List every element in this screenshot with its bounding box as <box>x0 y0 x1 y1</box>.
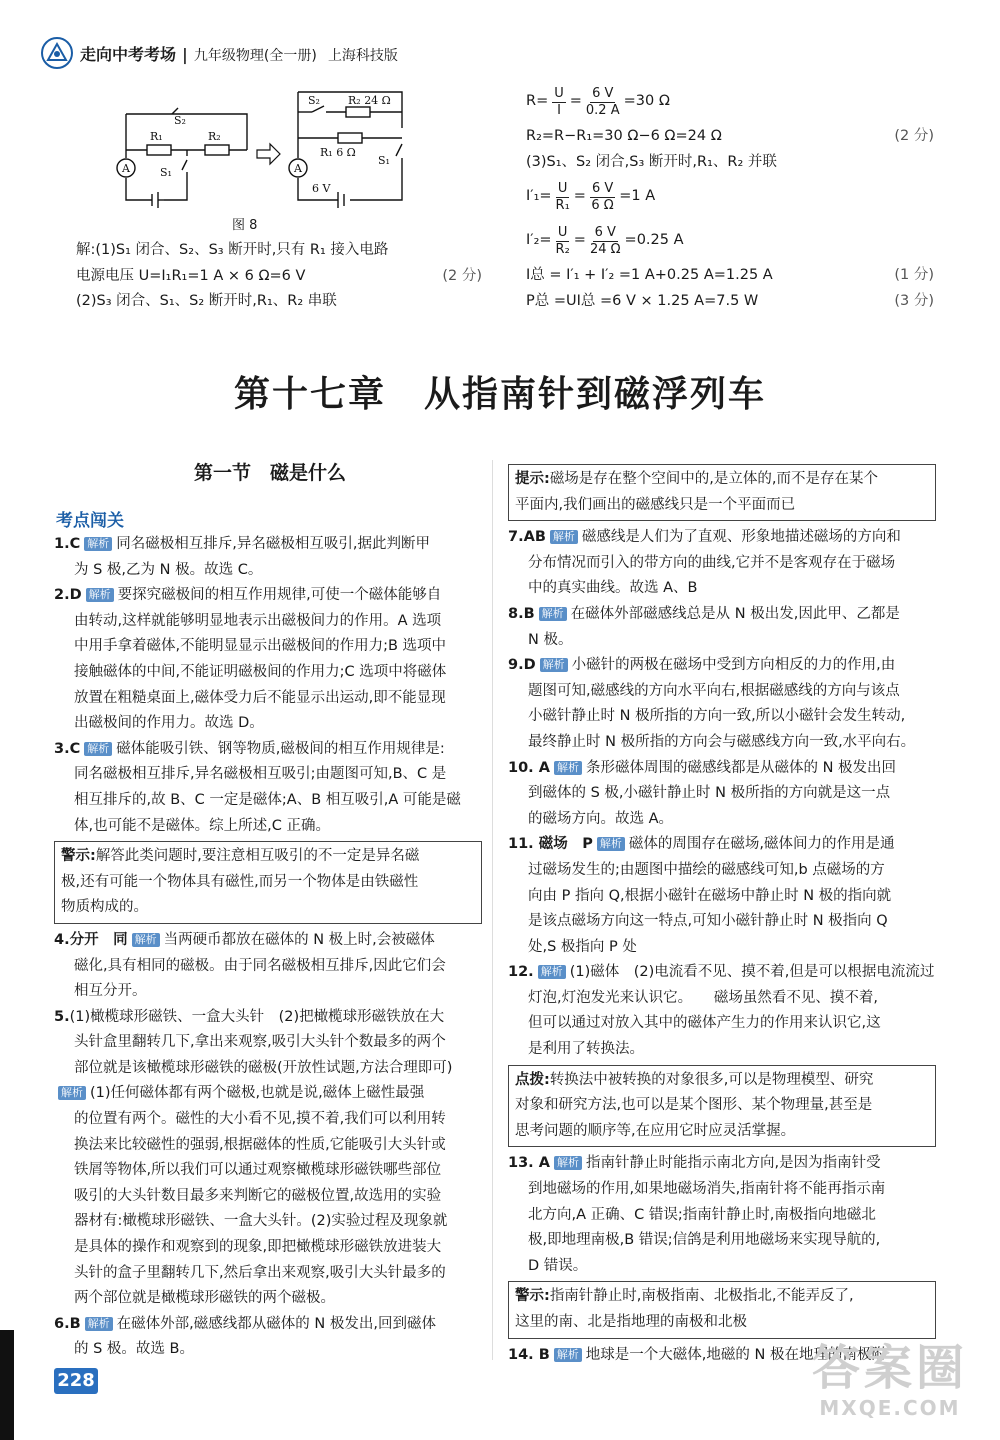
question-item <box>54 737 482 839</box>
question-text: 相互排斥的,故 B、C 一定是磁体;A、B 相互吸引,A 可能是磁 <box>74 791 461 808</box>
warning-text: 解答此类问题时,要注意相互吸引的不一定是异名磁 <box>95 848 420 865</box>
warning-box-1 <box>54 841 482 924</box>
tip-line <box>515 493 929 519</box>
question-number: 2.D <box>54 587 82 604</box>
top-right-solution <box>526 80 934 314</box>
analysis-text: 换法来比较磁性的强弱,根据磁体的性质,它能吸引大头针或 <box>74 1136 446 1153</box>
question-text: 中的真实曲线。故选 A、B <box>528 580 698 597</box>
question-line <box>54 609 482 635</box>
question-line <box>54 954 482 980</box>
header-publisher: 上海科技版 <box>327 48 398 64</box>
question-line <box>508 1177 936 1203</box>
analysis-line <box>54 1184 482 1210</box>
question-line <box>54 928 482 954</box>
analysis-text: 吸引的大头针数目最多来判断它的磁极位置,故选用的实验 <box>74 1187 442 1204</box>
warning-text: 这里的南、北是指地理的南极和北极 <box>515 1314 747 1330</box>
question-line <box>54 1312 482 1338</box>
analysis-tag: 解析 <box>58 1086 86 1100</box>
question-text: 到地磁场的作用,如果地磁场消失,指南针将不能再指示南 <box>528 1181 886 1198</box>
analysis-tag: 解析 <box>84 537 112 551</box>
hint-line <box>515 1119 929 1145</box>
question-line <box>54 762 482 788</box>
circuit-diagram <box>112 82 412 212</box>
eq-i2-den1: R₂ <box>555 241 570 257</box>
label-s2-left: S₂ <box>174 114 186 127</box>
tip-text: 平面内,我们画出的磁感线只是一个平面而已 <box>515 496 796 513</box>
question-number: 5. <box>54 1008 70 1025</box>
question-line <box>54 660 482 686</box>
right-column <box>508 462 936 1368</box>
question-line <box>54 634 482 660</box>
solution-line-3 <box>76 289 482 315</box>
question-line <box>508 1203 936 1229</box>
question-item <box>54 1005 482 1082</box>
header-title: 走向中考考场 | 九年级物理(全一册) 上海科技版 <box>80 45 398 64</box>
label-r2-left: R₂ <box>208 130 221 143</box>
question-item <box>508 1151 936 1279</box>
analysis-text: 铁屑等物体,所以我们可以通过观察橄榄球形磁铁哪些部位 <box>74 1162 442 1179</box>
label-s1-left: S₁ <box>160 166 172 179</box>
question-item <box>508 602 936 653</box>
header-brand: 走向中考考场 <box>80 45 177 64</box>
equation-r: R= $\frac{U}{I}$ = $\frac{6 V}{0.2 A}$ =30 Ω <box>526 85 670 118</box>
section-title: 第一节 磁是什么 <box>193 462 346 484</box>
question-text: 向由 P 指向 Q,根据小磁针在磁场中静止时 N 极的指向就 <box>528 887 892 904</box>
question-text: 磁体能吸引铁、钢等物质,磁极间的相互作用规律是: <box>116 740 445 757</box>
question-text: 是利用了转换法。 <box>528 1041 644 1058</box>
eq-r-lhs: R= <box>526 93 549 110</box>
question-line <box>508 1254 936 1280</box>
eq-i2-num2: 6 V <box>594 224 616 240</box>
question-line <box>54 686 482 712</box>
hint-box <box>508 1065 936 1148</box>
tip-text: 磁场是存在整个空间中的,是立体的,而不是存在某个 <box>549 471 879 487</box>
page-edge-bar <box>0 1330 14 1440</box>
question-line <box>508 986 936 1012</box>
hint-text: 转换法中被转换的对象很多,可以是物理模型、研究 <box>549 1071 874 1088</box>
question-text: 为 S 极,乙为 N 极。故选 C。 <box>74 561 263 578</box>
question-number: 8.B <box>508 605 535 622</box>
analysis-tag: 解析 <box>597 837 625 851</box>
solution-line-2-text: 电源电压 U=I₁R₁=1 A × 6 Ω=6 V <box>76 267 306 284</box>
question-line <box>508 628 936 654</box>
question-item <box>54 1312 482 1363</box>
tip-label: 提示: <box>515 471 550 487</box>
analysis-tag: 解析 <box>540 658 568 672</box>
question-line <box>54 737 482 763</box>
question-text: 到磁体的 S 极,小磁针静止时 N 极所指的方向就是这一点 <box>528 785 891 802</box>
analysis-tag: 解析 <box>539 607 567 621</box>
question-line <box>54 1056 482 1082</box>
chapter-title: 第十七章 从指南针到磁浮列车 <box>233 374 766 415</box>
warning-line <box>61 844 475 870</box>
question-text: 当两硬币都放在磁体的 N 极上时,会被磁体 <box>163 931 435 948</box>
question-line <box>508 551 936 577</box>
label-r2-right: R₂ 24 Ω <box>348 94 391 107</box>
analysis-line <box>54 1158 482 1184</box>
question-line <box>508 1151 936 1177</box>
analysis-text: 器材有:橄榄球形磁铁、一盒大头针。(2)实验过程及现象就 <box>74 1213 448 1230</box>
question-line <box>508 679 936 705</box>
analysis-tag: 解析 <box>86 588 114 602</box>
question-line <box>508 704 936 730</box>
left-circuit <box>126 108 247 208</box>
figure-caption: 图 8 <box>232 218 258 233</box>
question-number: 7.AB <box>508 529 546 546</box>
analysis-line <box>54 1081 482 1107</box>
eq-i2-num1: U <box>557 224 568 240</box>
solution-line-2 <box>76 264 482 290</box>
analysis-tag: 解析 <box>538 965 566 979</box>
question-text: 要探究磁极间的相互作用规律,可使一个磁体能够自 <box>117 587 442 604</box>
question-text: 同名磁极相互排斥,异名磁极相互吸引,据此判断甲 <box>116 536 430 552</box>
eq-r-den1: I <box>557 102 561 118</box>
eq-itotal-text: I总 = I′₁ + I′₂ =1 A+0.25 A=1.25 A <box>526 267 773 284</box>
kaodian-heading: 考点闯关 <box>56 511 124 531</box>
analysis-tag: 解析 <box>132 933 160 947</box>
label-v-right: 6 V <box>312 182 331 195</box>
page-number: 228 <box>54 1368 98 1394</box>
eq-i1-den2: 6 Ω <box>591 197 614 213</box>
question-text: 灯泡,灯泡发光来认识它。 磁场虽然看不见、摸不着, <box>528 989 878 1006</box>
question-line <box>508 935 936 961</box>
eq-i2-den2: 24 Ω <box>589 241 621 257</box>
question-number: 1.C <box>54 536 81 552</box>
analysis-line <box>54 1107 482 1133</box>
question-text: 磁感线是人们为了直观、形象地描述磁场的方向和 <box>581 529 901 546</box>
question-text: D 错误。 <box>528 1257 588 1274</box>
eq-r-den2: 0.2 A <box>585 102 620 118</box>
header-subtitle: 九年级物理(全一册) <box>193 48 317 64</box>
question-line <box>54 1337 482 1363</box>
question-line <box>508 576 936 602</box>
question-number: 3.C <box>54 740 81 757</box>
question-line <box>508 1011 936 1037</box>
hint-label: 点拨: <box>515 1071 550 1088</box>
question-text: N 极。 <box>528 631 573 648</box>
question-line <box>54 583 482 609</box>
question-text: 地球是一个大磁体,地磁的 N 极在地理的南极附 <box>585 1346 886 1363</box>
hint-line <box>515 1068 929 1094</box>
eq-ptotal-text: P总 =UI总 =6 V × 1.25 A=7.5 W <box>526 292 759 309</box>
label-a-right: A <box>294 162 302 175</box>
question-number: 9.D <box>508 657 536 674</box>
analysis-tag: 解析 <box>84 742 112 756</box>
watermark-url: MXQE.COM <box>819 1396 961 1420</box>
analysis-text: 两个部位就是橄榄球形磁铁的两个磁极。 <box>74 1290 335 1307</box>
question-line <box>54 979 482 1005</box>
equation-r2 <box>526 124 934 150</box>
analysis-line <box>54 1261 482 1287</box>
question-text: 的 S 极。故选 B。 <box>74 1341 194 1358</box>
question-line <box>508 756 936 782</box>
question-text: (1)橄榄球形磁铁、一盒大头针 (2)把橄榄球形磁铁放在大 <box>69 1008 445 1025</box>
score-2pt: (2 分) <box>442 267 482 284</box>
question-text: 过磁场发生的;由题图中描绘的磁感线可知,b 点磁场的方 <box>528 861 885 878</box>
question-text: 指南针静止时能指示南北方向,是因为指南针受 <box>585 1155 881 1172</box>
label-r1-left: R₁ <box>150 130 163 143</box>
part3-line: (3)S₁、S₂ 闭合,S₃ 断开时,R₁、R₂ 并联 <box>526 153 777 170</box>
equation-itotal <box>526 263 934 289</box>
label-s1-right: S₁ <box>378 154 390 167</box>
question-number: 14. B <box>508 1346 550 1363</box>
hint-line <box>515 1093 929 1119</box>
warning-text: 物质构成的。 <box>61 899 148 916</box>
analysis-text: (1)任何磁体都有两个磁极,也就是说,磁体上磁性最强 <box>90 1085 425 1102</box>
question-text: 同名磁极相互排斥,异名磁极相互吸引;由题图可知,B、C 是 <box>74 766 447 783</box>
question-line <box>508 960 936 986</box>
column-divider <box>492 460 493 1360</box>
warning-box-2 <box>508 1281 936 1338</box>
analysis-tag: 解析 <box>550 530 578 544</box>
warning-text: 指南针静止时,南极指南、北极指北,不能弄反了, <box>549 1288 854 1305</box>
question-line <box>54 558 482 584</box>
question-text: 在磁体外部,磁感线都从磁体的 N 极发出,回到磁体 <box>116 1315 436 1332</box>
question-number: 11. 磁场 P <box>508 836 593 853</box>
question-text: 北方向,A 正确、C 错误;指南针静止时,南极指向地磁北 <box>528 1206 876 1223</box>
question-line <box>508 525 936 551</box>
question-text: 头针盒里翻转几下,拿出来观察,吸引大头针个数最多的两个 <box>74 1034 446 1051</box>
question-line <box>508 909 936 935</box>
hint-text: 对象和研究方法,也可以是某个图形、某个物理量,甚至是 <box>515 1097 873 1114</box>
warning-line <box>515 1284 929 1310</box>
question-text: 的磁场方向。故选 A。 <box>528 810 674 827</box>
page-header <box>40 36 460 70</box>
question-line <box>54 788 482 814</box>
eq-r-num2: 6 V <box>592 85 614 101</box>
eq-i2-lhs: I′₂= <box>526 232 552 249</box>
question-line <box>508 602 936 628</box>
equation-i2: I′₂= $\frac{U}{\text{R₂}}$ = $\frac{6 V}{24 \Omega}$ =0.25 A <box>526 224 684 257</box>
question-number: 4.分开 同 <box>54 931 128 948</box>
watermark-logo-text: 答案圈 <box>811 1340 968 1396</box>
circuit-figure <box>112 82 412 232</box>
question-line <box>508 832 936 858</box>
eq-r2-text: R₂=R−R₁=30 Ω−6 Ω=24 Ω <box>526 128 722 144</box>
arrow-right-icon <box>257 144 280 164</box>
question-text: 由转动,这样就能够明显地表示出磁极间力的作用。A 选项 <box>74 612 442 629</box>
eq-i1-den1: R₁ <box>555 197 570 213</box>
question-text: 但可以通过对放入其中的磁体产生力的作用来认识它,这 <box>528 1015 881 1032</box>
question-text: 极,即地理南极,B 错误;信鸽是利用地磁场来实现导航的, <box>528 1232 881 1249</box>
question-item <box>508 756 936 833</box>
question-number: 12. <box>508 964 534 981</box>
question-item <box>508 832 936 960</box>
watermark <box>790 1340 990 1434</box>
question-item <box>508 960 936 1062</box>
question-text: 体,也可能不是磁体。综上所述,C 正确。 <box>74 817 330 834</box>
question-line <box>508 807 936 833</box>
solution-line-1-text: 解:(1)S₁ 闭合、S₂、S₃ 断开时,只有 R₁ 接入电路 <box>76 242 389 258</box>
question-text: 小磁针静止时 N 极所指的方向一致,所以小磁针会发生转动, <box>528 708 906 725</box>
question-item <box>54 928 482 1005</box>
question-text: 最终静止时 N 极所指的方向会与磁感线方向一致,水平向右。 <box>528 733 916 750</box>
analysis-tag: 解析 <box>554 761 582 775</box>
question-item <box>508 653 936 755</box>
eq-i1-num2: 6 V <box>591 180 614 196</box>
analysis-tag: 解析 <box>554 1156 582 1170</box>
question-number: 6.B <box>54 1315 81 1332</box>
label-r1-right: R₁ 6 Ω <box>320 146 356 159</box>
question-text: 中用手拿着磁体,不能明显显示出磁极间的作用力;B 选项中 <box>74 638 447 655</box>
analysis-line <box>54 1133 482 1159</box>
question-text: 条形磁体周围的磁感线都是从磁体的 N 极发出回 <box>585 759 897 776</box>
question-line <box>54 814 482 840</box>
question-number: 13. A <box>508 1155 550 1172</box>
warning-label: 警示: <box>61 848 96 865</box>
solution-line-1 <box>76 238 482 264</box>
tip-box <box>508 464 936 521</box>
question-text: (1)磁体 (2)电流看不见、摸不着,但是可以根据电流流过 <box>569 964 935 981</box>
analysis-text: 是具体的操作和观察到的现象,即把橄榄球形磁铁放进装大 <box>74 1239 442 1256</box>
question-line <box>54 711 482 737</box>
equation-i1: I′₁= $\frac{U}{\text{R₁}}$ = $\frac{6 V}{6 \Omega}$ =1 A <box>526 180 656 213</box>
question-line <box>508 730 936 756</box>
question-text: 是该点磁场方向这一特点,可知小磁针静止时 N 极指向 Q <box>528 913 888 930</box>
analysis-tag: 解析 <box>85 1317 113 1331</box>
analysis-tag: 解析 <box>554 1348 582 1362</box>
warning-line <box>61 895 475 921</box>
eq-i1-lhs: I′₁= <box>526 188 552 205</box>
question-item <box>508 525 936 602</box>
question-text: 在磁体外部磁感线总是从 N 极出发,因此甲、乙都是 <box>570 605 900 622</box>
question-text: 放置在粗糙桌面上,磁体受力后不能显示出运动,即不能显现 <box>74 689 446 706</box>
question-text: 相互分开。 <box>74 983 147 1000</box>
question-line <box>508 884 936 910</box>
analysis-text: 头针的盒子里翻转几下,然后拿出来观察,吸引大头针最多的 <box>74 1264 446 1281</box>
left-column <box>54 532 482 1363</box>
eq-i1-rhs: =1 A <box>619 188 656 205</box>
solution-line-3-text: (2)S₃ 闭合、S₁、S₂ 断开时,R₁、R₂ 串联 <box>76 293 337 310</box>
warning-label: 警示: <box>515 1288 550 1305</box>
analysis-line <box>54 1209 482 1235</box>
question-line <box>508 1037 936 1063</box>
question-item <box>54 532 482 583</box>
analysis-text: 的位置有两个。磁性的大小看不见,摸不着,我们可以利用转 <box>74 1111 446 1128</box>
label-s2-right: S₂ <box>308 94 320 107</box>
question-item <box>54 583 482 737</box>
label-a-left: A <box>122 162 130 175</box>
analysis-line <box>54 1235 482 1261</box>
question-text: 磁体的周围存在磁场,磁体间力的作用是通 <box>628 836 895 853</box>
question-text: 处,S 极指向 P 处 <box>528 938 637 955</box>
question-line <box>508 1228 936 1254</box>
warning-line <box>515 1310 929 1336</box>
question-line <box>508 653 936 679</box>
question-line <box>54 1030 482 1056</box>
score-itotal: (1 分) <box>894 267 934 284</box>
hint-text: 思考问题的顺序等,在应用它时应灵活掌握。 <box>515 1122 796 1139</box>
brand-logo-icon <box>40 36 74 70</box>
eq-i1-num1: U <box>557 180 568 196</box>
score-r2: (2 分) <box>894 128 934 144</box>
eq-r-rhs: =30 Ω <box>623 93 670 110</box>
warning-text: 极,还有可能一个物体具有磁性,而另一个物体是由铁磁性 <box>61 873 419 890</box>
tip-line <box>515 467 929 493</box>
question-number: 10. A <box>508 759 550 776</box>
top-left-solution <box>76 238 482 315</box>
eq-i2-rhs: =0.25 A <box>624 232 684 249</box>
question-text: 磁化,具有相同的磁极。由于同名磁极相互排斥,因此它们会 <box>74 957 446 974</box>
eq-r-num1: U <box>554 85 564 101</box>
question-text: 部位就是该橄榄球形磁铁的磁极(开放性试题,方法合理即可) <box>74 1059 453 1076</box>
question-line <box>508 858 936 884</box>
question-text: 小磁针的两极在磁场中受到方向相反的力的作用,由 <box>571 657 896 674</box>
question-text: 接触磁体的中间,不能证明磁极间的作用力;C 选项中将磁体 <box>74 663 447 680</box>
analysis-line <box>54 1286 482 1312</box>
question-text: 分布情况而引入的带方向的曲线,它并不是客观存在于磁场 <box>528 554 896 571</box>
question-line <box>54 532 482 558</box>
score-ptotal: (3 分) <box>894 292 934 309</box>
warning-line <box>61 870 475 896</box>
question-text: 出磁极间的作用力。故选 D。 <box>74 715 264 732</box>
question-text: 题图可知,磁感线的方向水平向右,根据磁感线的方向与该点 <box>528 682 900 699</box>
question-line <box>54 1005 482 1031</box>
equation-ptotal <box>526 289 934 315</box>
question-line <box>508 781 936 807</box>
